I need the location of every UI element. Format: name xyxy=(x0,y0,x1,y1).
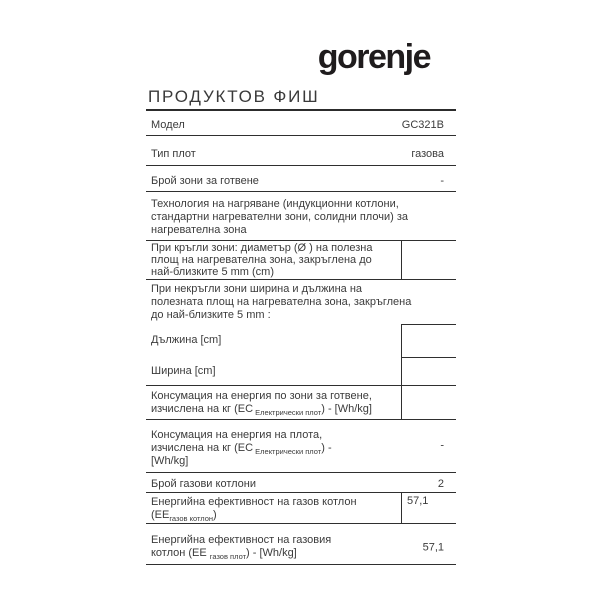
row-energy-per-zone xyxy=(146,386,456,420)
label-subscript: газов котлон xyxy=(169,514,214,523)
value-box xyxy=(401,324,456,358)
label-text: Консумация на енергия по зони за готвене, изчислена на кг (EC xyxy=(151,390,372,415)
label-subscript: газов плот xyxy=(209,552,247,561)
row-value: газова xyxy=(411,148,444,160)
label-text: При кръгли зони: диаметър (Ø ) на полезна площ на нагревателна зона, закръглена до най-близките 5 mm (cm) xyxy=(151,242,373,278)
row-value: - xyxy=(440,175,444,187)
label-subscript: Електрически плот xyxy=(253,408,322,417)
label-subscript: Електрически плот xyxy=(253,447,322,456)
label-text: ) - [Wh/kg] xyxy=(151,442,332,467)
row-spacer xyxy=(146,524,456,532)
row-cooking-zones-count xyxy=(146,166,456,192)
label-text: Ширина [cm] xyxy=(151,365,216,377)
label-text: Дължина [cm] xyxy=(151,334,222,346)
row-label xyxy=(151,478,256,491)
label-text: Брой газови котлони xyxy=(151,478,256,490)
page-title: ПРОДУКТОВ ФИШ xyxy=(146,88,456,111)
row-label xyxy=(146,420,412,472)
row-value: - xyxy=(440,439,444,452)
value-box xyxy=(401,241,456,279)
row-value: 57,1 xyxy=(422,541,444,554)
row-model xyxy=(146,111,456,136)
row-heating-technology xyxy=(146,192,456,241)
label-text: Модел xyxy=(151,119,185,131)
fiche-table xyxy=(146,111,456,565)
row-non-round-zones-intro xyxy=(146,280,456,324)
row-gas-hob-efficiency xyxy=(146,532,456,565)
label-text: Брой зони за готвене xyxy=(151,175,259,187)
label-text: Технология на нагряване (индукционни котлони, стандартни нагревателни зони, солидни плочи) за нагревателна зона xyxy=(151,198,408,236)
label-text: Консумация на енергия на плота, изчислена на кг (EC xyxy=(151,429,323,454)
label-text: ) - [Wh/kg] xyxy=(321,403,372,415)
row-label xyxy=(146,532,408,564)
label-text: Енергийна ефективност на газовия котлон (EE xyxy=(151,534,332,559)
label-text: Енергийна ефективност на газов котлон (EE xyxy=(151,496,357,521)
row-length xyxy=(146,324,456,358)
value-box xyxy=(401,358,456,385)
row-value: GC321B xyxy=(401,119,444,131)
row-width xyxy=(146,358,456,386)
gorenje-logo: gorenje xyxy=(317,38,430,76)
row-label xyxy=(146,192,413,240)
row-hob-type xyxy=(146,136,456,166)
value-box xyxy=(401,386,456,419)
row-gas-burners-count xyxy=(146,473,456,493)
row-value: 2 xyxy=(437,478,444,490)
row-energy-hob xyxy=(146,420,456,473)
row-label xyxy=(151,119,185,132)
row-label xyxy=(151,148,196,161)
row-label xyxy=(146,280,417,324)
label-text: ) xyxy=(213,509,217,521)
fiche-content xyxy=(146,40,456,565)
label-text: При некръгли зони ширина и дължина на полезната площ на нагревателна зона, закръглена до най-близките 5 mm : xyxy=(151,283,412,321)
label-text: Тип плот xyxy=(151,148,196,160)
value-box: 57,1 xyxy=(401,493,456,523)
label-text: ) - [Wh/kg] xyxy=(246,547,297,559)
row-round-zones-diameter xyxy=(146,241,456,280)
row-gas-burner-efficiency xyxy=(146,493,456,524)
row-label xyxy=(151,175,259,188)
